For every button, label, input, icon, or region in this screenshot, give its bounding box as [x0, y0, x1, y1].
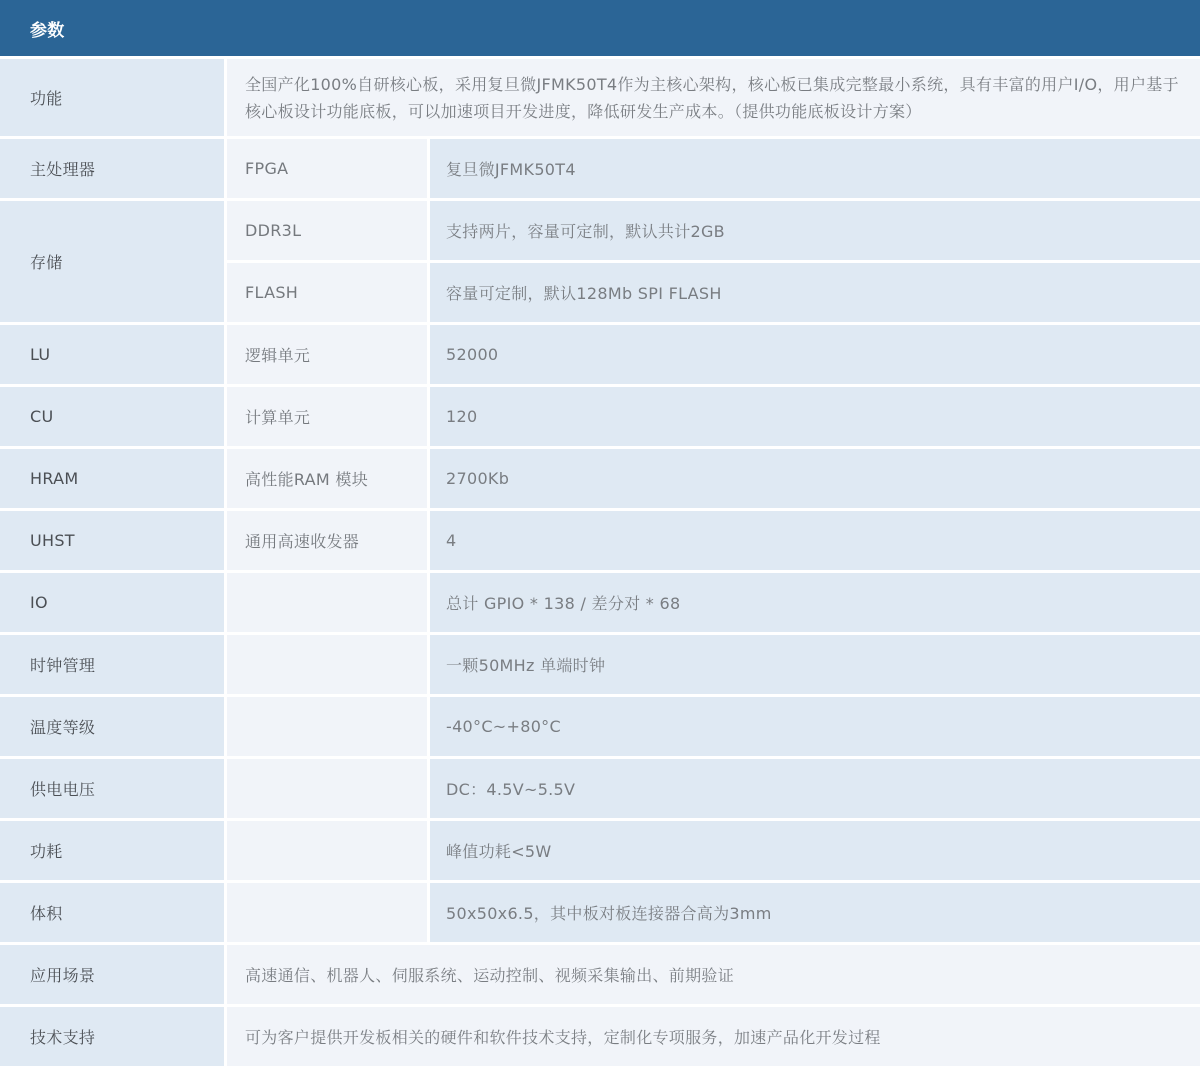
row-label-temperature: 温度等级 [0, 697, 224, 756]
row-value-temperature: -40°C~+80°C [430, 697, 1200, 756]
row-label-power: 功耗 [0, 821, 224, 880]
row-sub-hram: 高性能RAM 模块 [227, 449, 427, 508]
row-label-io: IO [0, 573, 224, 632]
row-sub-clock-empty [227, 635, 427, 694]
row-label-supply-voltage: 供电电压 [0, 759, 224, 818]
row-sub-temperature-empty [227, 697, 427, 756]
row-sub-power-empty [227, 821, 427, 880]
row-value-uhst: 4 [430, 511, 1200, 570]
row-value-hram: 2700Kb [430, 449, 1200, 508]
row-sub-cu: 计算单元 [227, 387, 427, 446]
row-sub-uhst: 通用高速收发器 [227, 511, 427, 570]
row-sub-supply-voltage-empty [227, 759, 427, 818]
row-label-function: 功能 [0, 59, 224, 136]
row-sub-io-empty [227, 573, 427, 632]
row-label-clock: 时钟管理 [0, 635, 224, 694]
row-value-clock: 一颗50MHz 单端时钟 [430, 635, 1200, 694]
row-value-flash: 容量可定制，默认128Mb SPI FLASH [430, 263, 1200, 322]
row-label-storage: 存储 [0, 201, 224, 322]
row-label-uhst: UHST [0, 511, 224, 570]
row-value-power: 峰值功耗<5W [430, 821, 1200, 880]
row-label-cu: CU [0, 387, 224, 446]
row-label-processor: 主处理器 [0, 139, 224, 198]
row-value-size: 50x50x6.5，其中板对板连接器合高为3mm [430, 883, 1200, 942]
row-value-cu: 120 [430, 387, 1200, 446]
row-value-io: 总计 GPIO * 138 / 差分对 * 68 [430, 573, 1200, 632]
row-value-supply-voltage: DC：4.5V~5.5V [430, 759, 1200, 818]
row-value-function: 全国产化100%自研核心板，采用复旦微JFMK50T4作为主核心架构，核心板已集成完整最小系统，具有丰富的用户I/O，用户基于核心板设计功能底板，可以加速项目开发进度，降低研发生产成本。（提供功能底板设计方案） [227, 59, 1200, 136]
row-sub-flash: FLASH [227, 263, 427, 322]
row-value-support: 可为客户提供开发板相关的硬件和软件技术支持，定制化专项服务，加速产品化开发过程 [227, 1007, 1200, 1066]
row-label-support: 技术支持 [0, 1007, 224, 1066]
table-header-title: 参数 [0, 0, 1200, 56]
row-value-ddr3l: 支持两片，容量可定制，默认共计2GB [430, 201, 1200, 260]
row-sub-ddr3l: DDR3L [227, 201, 427, 260]
row-label-scenarios: 应用场景 [0, 945, 224, 1004]
row-sub-processor: FPGA [227, 139, 427, 198]
row-sub-lu: 逻辑单元 [227, 325, 427, 384]
row-label-lu: LU [0, 325, 224, 384]
row-value-lu: 52000 [430, 325, 1200, 384]
row-value-processor: 复旦微JFMK50T4 [430, 139, 1200, 198]
row-value-scenarios: 高速通信、机器人、伺服系统、运动控制、视频采集输出、前期验证 [227, 945, 1200, 1004]
row-label-hram: HRAM [0, 449, 224, 508]
row-label-size: 体积 [0, 883, 224, 942]
row-sub-size-empty [227, 883, 427, 942]
